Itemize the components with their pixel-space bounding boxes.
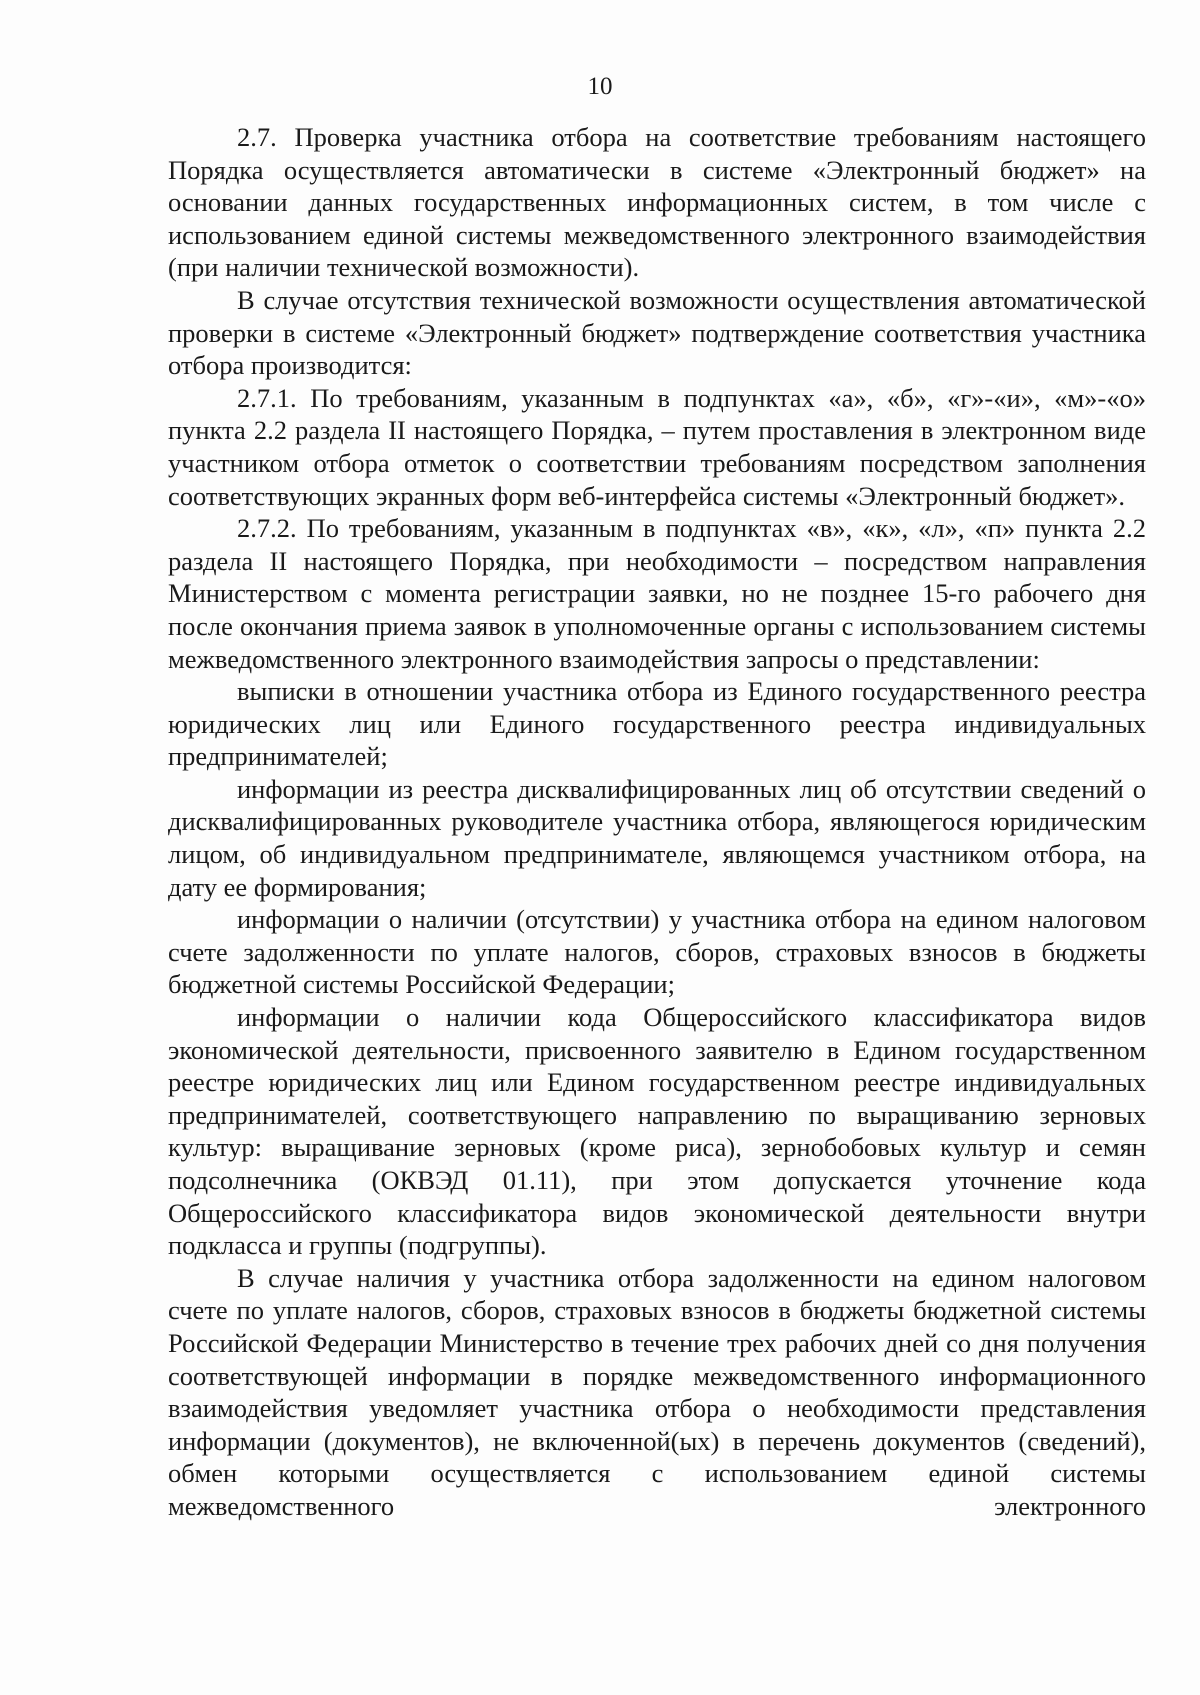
paragraph-tax-debt: информации о наличии (отсутствии) у участника отбора на едином налоговом счете задолженности по уплате налогов, сборов, страховых взносов в бюджеты бюджетной системы Российской Федерации; bbox=[168, 904, 1146, 1000]
paragraph-2-7-1: 2.7.1. По требованиям, указанным в подпунктах «а», «б», «г»-«и», «м»-«о» пункта 2.2 раздела II настоящего Порядка, – путем проставления в электронном виде участником отбора отметок о соответствии требованиям посредством заполнения соответствующих экранных форм веб-интерфейса системы «Электронный бюджет». bbox=[168, 382, 1146, 511]
paragraph-2-7-2: 2.7.2. По требованиям, указанным в подпунктах «в», «к», «л», «п» пункта 2.2 раздела II настоящего Порядка, при необходимости – посредством направления Министерством с момента регистрации заявки, но не позднее 15-го рабочего дня после окончания приема заявок в уполномоченные органы с использованием системы межведомственного электронного взаимодействия запросы о представлении: bbox=[168, 513, 1146, 674]
page-number: 10 bbox=[587, 73, 613, 100]
paragraph-no-technical-possibility: В случае отсутствия технической возможности осуществления автоматической проверки в системе «Электронный бюджет» подтверждение соответствия участника отбора производится: bbox=[168, 284, 1146, 381]
document-body bbox=[168, 121, 1146, 1523]
paragraph-disqualified-registry: информации из реестра дисквалифицированных лиц об отсутствии сведений о дисквалифицированных руководителе участника отбора, являющегося юридическим лицом, об индивидуальном предпринимателе, являющемся участником отбора, на дату ее формирования; bbox=[168, 773, 1146, 902]
paragraph-okved-code: информации о наличии кода Общероссийского классификатора видов экономической деятельности, присвоенного заявителю в Едином государственном реестре юридических лиц или Едином государственном реестре индивидуальных предпринимателей, соответствующего направлению по выращиванию зерновых культур: выращивание зерновых (кроме риса), зернобобовых культур и семян подсолнечника (ОКВЭД 01.11), при этом допускается уточнение кода Общероссийского классификатора видов экономической деятельности внутри подкласса и группы (подгруппы). bbox=[168, 1002, 1146, 1261]
paragraph-debt-notification: В случае наличия у участника отбора задолженности на едином налоговом счете по уплате налогов, сборов, страховых взносов в бюджеты бюджетной системы Российской Федерации Министерство в течение трех рабочих дней со дня получения соответствующей информации в порядке межведомственного информационного взаимодействия уведомляет участника отбора о необходимости представления информации (документов), не включенной(ых) в перечень документов (сведений), обмен которыми осуществляется с использованием единой системы межведомственного электронного bbox=[168, 1262, 1146, 1521]
paragraph-egrul-extract: выписки в отношении участника отбора из Единого государственного реестра юридических лиц или Единого государственного реестра индивидуальных предпринимателей; bbox=[168, 676, 1146, 772]
paragraph-2-7: 2.7. Проверка участника отбора на соответствие требованиям настоящего Порядка осуществляется автоматически в системе «Электронный бюджет» на основании данных государственных информационных систем, в том числе с использованием единой системы межведомственного электронного взаимодействия (при наличии технической возможности). bbox=[168, 122, 1146, 283]
